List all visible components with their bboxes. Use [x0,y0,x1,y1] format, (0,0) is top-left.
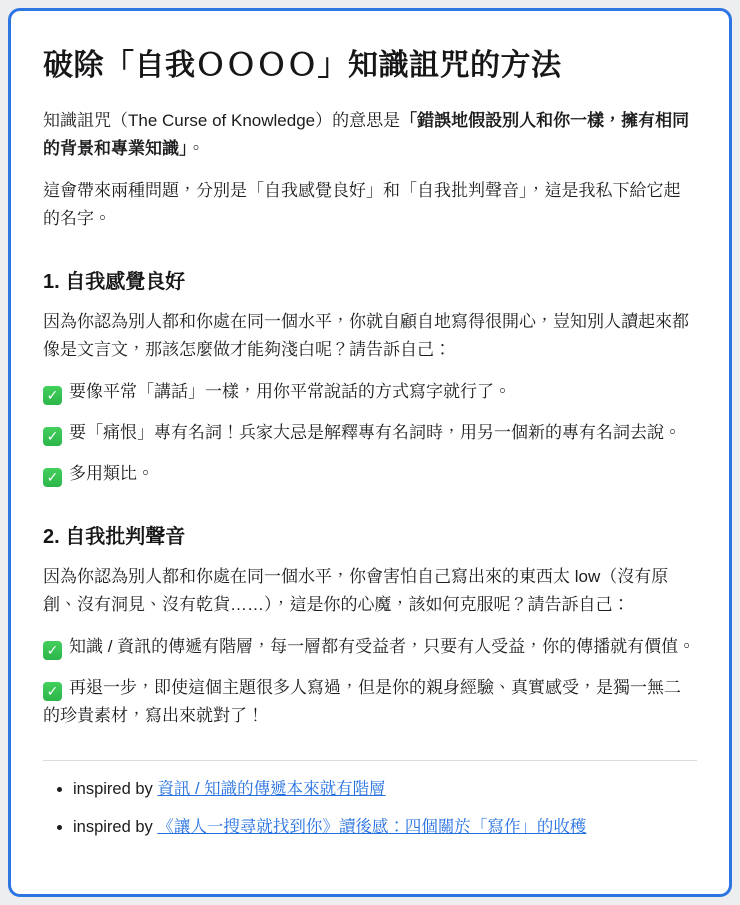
article-card [8,8,732,897]
page-title: 破除「自我ＯＯＯＯ」知識詛咒的方法 [43,49,562,82]
checklist-item [43,674,697,730]
section-2-heading: 2. 自我批判聲音 [43,525,186,548]
intro-text-suffix: 。 [187,138,205,158]
list-item [73,815,697,841]
footer-links [43,777,697,840]
checklist-item [43,378,697,406]
checklist-text: 多用類比。 [69,463,154,483]
intro-paragraph-1 [43,107,697,163]
section-2-body: 因為你認為別人都和你處在同一個水平，你會害怕自己寫出來的東西太 low（沒有原創、沒有洞見、沒有乾貨……），這是你的心魔，該如何克服呢？請告訴自己： [43,566,669,614]
checklist-item [43,419,697,447]
checklist-text: 要像平常「講話」一樣，用你平常說話的方式寫字就行了。 [69,381,511,401]
inspired-by-label: inspired by [73,780,158,799]
section-1-heading: 1. 自我感覺良好 [43,270,186,293]
divider [43,760,697,761]
inspired-by-label: inspired by [73,817,158,836]
checklist-item [43,633,697,661]
list-item [73,777,697,803]
intro-bold-quote: 「錯誤地假設別人和你一樣，擁有相同的背景和專業知識」 [43,110,690,158]
check-mark-icon [43,386,62,405]
checklist-text: 要「痛恨」專有名詞！兵家大忌是解釋專有名詞時，用另一個新的專有名詞去說。 [69,422,681,442]
link-book-review[interactable]: 《讓人一搜尋就找到你》讀後感：四個關於「寫作」的收穫 [157,817,587,836]
intro-paragraph-2: 這會帶來兩種問題，分別是「自我感覺良好」和「自我批判聲音」，這是我私下給它起的名字。 [43,180,681,228]
checklist-text: 再退一步，即使這個主題很多人寫過，但是你的親身經驗、真實感受，是獨一無二的珍貴素材，寫出來就對了！ [43,678,681,726]
checklist-item [43,460,697,488]
checklist-text: 知識 / 資訊的傳遞有階層，每一層都有受益者，只要有人受益，你的傳播就有價值。 [69,637,696,657]
check-mark-icon [43,468,62,487]
check-mark-icon [43,427,62,446]
link-information-hierarchy[interactable]: 資訊 / 知識的傳遞本來就有階層 [157,780,386,799]
section-1-body: 因為你認為別人都和你處在同一個水平，你就自顧自地寫得很開心，豈知別人讀起來都像是文言文，那該怎麼做才能夠淺白呢？請告訴自己： [43,311,689,359]
intro-text-prefix: 知識詛咒（The Curse of Knowledge）的意思是 [43,110,401,130]
check-mark-icon [43,682,62,701]
check-mark-icon [43,641,62,660]
